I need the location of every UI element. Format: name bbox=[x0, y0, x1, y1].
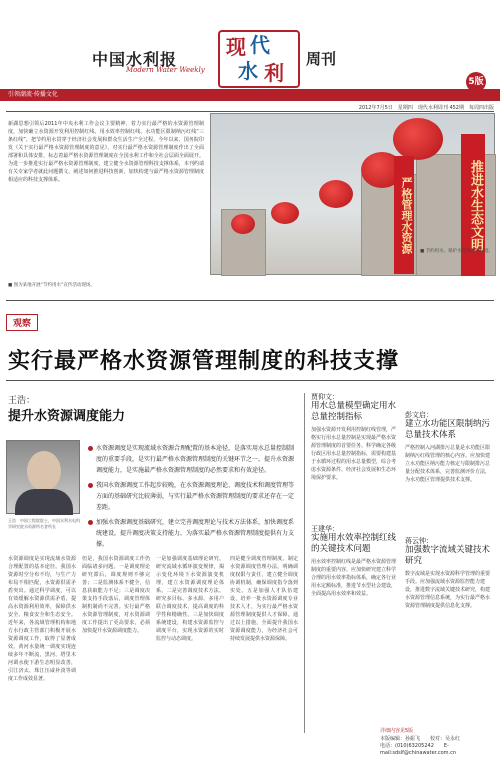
key-points bbox=[88, 443, 298, 554]
divider bbox=[6, 300, 494, 301]
page-number-badge: 5版 bbox=[466, 72, 486, 92]
modern-water-logo bbox=[218, 30, 300, 88]
sidebar-article bbox=[405, 537, 493, 610]
portrait-face bbox=[27, 451, 61, 491]
author-portrait bbox=[6, 440, 80, 514]
logo-char: 利 bbox=[264, 61, 284, 85]
key-point: 水资源调度是实现流域水资源合理配置的基本途径，是落实用水总量控制制度的重要手段，是实行最严格水资源管理制度的关键环节之一。提升水资源调度能力，是实施最严格水资源管理制度的必然要求和有效途径。 bbox=[88, 443, 298, 476]
masthead-title: 中国水利报 bbox=[92, 50, 178, 69]
portrait-caption: 王浩 中国工程院院士，中国水利水电科学研究院水资源所名誉所长 bbox=[8, 518, 80, 529]
sidebar-author: 蒋云钟： bbox=[405, 537, 433, 545]
sidebar-article bbox=[405, 411, 493, 484]
sidebar-title: 建立水功能区限制纳污总量技术体系 bbox=[405, 419, 491, 440]
lantern bbox=[271, 202, 299, 224]
article-subtitle: 提升水资源调度能力 bbox=[8, 409, 126, 424]
article-column: 但是，我国水资源调度工作仍面临诸多问题。一是调度理论研究滞后，调度规则不够完善；二是监测体系不健全，信息获取能力不足；三是调度决策支持手段落后，调度管理体制机制尚不完善。实行最严格水资源管理制度，对水资源调度工作提出了更高要求，必须加快提升水资源调度能力。 bbox=[82, 556, 150, 634]
lantern bbox=[319, 180, 353, 208]
sidebar-author: 王建华： bbox=[311, 525, 339, 533]
lantern bbox=[231, 214, 255, 234]
editor-line bbox=[380, 736, 500, 757]
article-author: 王浩： bbox=[8, 396, 36, 406]
dateline: 2012年7月5日 星期四 现代水利周刊 452期 每周四出版 bbox=[358, 105, 494, 111]
portrait-jacket bbox=[15, 489, 73, 515]
lantern bbox=[393, 118, 443, 160]
vertical-banner: 推进水生态文明 bbox=[461, 134, 485, 276]
page-headline: 实行最严格水资源管理制度的科技支撑 bbox=[8, 348, 400, 374]
divider bbox=[6, 380, 494, 381]
sidebar-column bbox=[304, 393, 494, 733]
sidebar-body: 用水效率控制红线是最严格水资源管理制度的重要内容。应加快研究建立科学合理的用水效率指标体系，确定各行业用水定额标准，推进节水型社会建设，全面提高用水效率和效益。 bbox=[311, 559, 397, 597]
sidebar-body: 加强水资源开发利用控制红线管理，严格实行用水总量控制是实现最严格水资源管理制度的首要任务。科学确定各级行政区用水总量控制指标，需要构建基于水循环过程的用水总量模型，综合考虑水资源条件、经济社会发展和生态环境保护要求。 bbox=[311, 427, 397, 481]
header-red-bar bbox=[0, 89, 500, 101]
article-column: 一是加强调度基础理论研究。研究流域水循环演变规律，揭示变化环境下水资源演变机理，建立水资源调度理论体系。二是完善调度技术方法。研究多目标、多水源、多用户联合调度技术，提高调度的科学性和精确性。三是加快调度系统建设，构建水资源监控与调度平台，实现水资源的实时监控与动态调度。 bbox=[156, 556, 224, 642]
article-column: 四是健全调度管理制度。制定水资源调度管理办法，明确调度权限与责任，建立健全调度协调机制，确保调度指令落到实处。五是加强人才队伍建设，培养一批水资源调度专业技术人才，为实行最严格水资源管理制度提供人才保障。通过以上措施，全面提升我国水资源调度能力，为经济社会可持续发展提供水资源保障。 bbox=[230, 556, 298, 642]
sidebar-author: 贾仰文： bbox=[311, 393, 339, 401]
sidebar-author: 彭文启： bbox=[405, 411, 433, 419]
section-tag: 观察 bbox=[6, 314, 38, 331]
sidebar-title: 用水总量模型确定用水总量控制指标 bbox=[311, 401, 397, 422]
logo-char: 代 bbox=[250, 33, 270, 57]
key-point: 我国水资源调度工作起步较晚，在水资源调度理论、调度技术和调度管理等方面的基础研究比较薄弱，与实行最严格水资源管理制度的要求还存在一定差距。 bbox=[88, 480, 298, 513]
key-point: 加强水资源调度基础研究，建立完善调度理论与技术方法体系，加快调度系统建设，提升调度决策支持能力，为落实最严格水资源管理制度提供有力支撑。 bbox=[88, 517, 298, 550]
divider bbox=[6, 111, 494, 112]
sidebar-title: 实施用水效率控制红线的关键技术问题 bbox=[311, 533, 397, 554]
article-column: 水资源调度是实现流域水资源合理配置的基本途径。我国水资源时空分布不均，与生产力布局不相匹配，水资源供需矛盾突出。通过科学调度，可以有效缓解水资源供需矛盾，提高水资源利用效率，保障供水安全、粮食安全和生态安全。近年来，各流域管理机构和地方水行政主管部门积极开展水资源调度工作，取得了显著成效。黄河水量统一调度实现连续多年不断流，黑河、塔里木河调水使下游生态明显改善，引江济太、珠江压咸补淡等调度工作成效显著。 bbox=[8, 556, 76, 682]
editor-credit: 本版编辑：孙振飞 校对：吴永红 bbox=[380, 736, 461, 742]
contact-line: 电话：(010)63205242 E-mail:sdslf@chinawater.com.cn bbox=[380, 743, 457, 756]
sidebar-body: 数字流域是实现水资源科学管理的重要手段。应加强流域水资源监控能力建设，推进数字流域关键技术研究，构建水资源管理信息系统，为实行最严格水资源管理制度提供信息化支撑。 bbox=[405, 571, 491, 609]
sidebar-body: 严格控制入河湖排污总量是水功能区限制纳污红线管理的核心内容。应加快建立水功能区纳污能力核定与限制排污总量分配技术体系，完善监测评价方法，为水功能区管理提供技术支撑。 bbox=[405, 445, 491, 483]
sidebar-article bbox=[311, 525, 399, 598]
vertical-banner: 严格管理水资源 bbox=[394, 156, 414, 274]
intro-paragraph: 新湖思想引领后2011年中央水利工作会议主要精神，着力实行最严格的水资源管理制度，加快确立水资源开发利用控制红线、用水效率控制红线、水功能区限制纳污红线“三条红线”，把节约用水贯穿于经济社会发展和群众生活生产全过程。今年以来，国务院印发《关于实行最严格水资源管理制度的意见》，对实行最严格水资源管理制度作出了全面部署和具体安排，标志着最严格水资源管理制度在全国水利工作和全社会层面全面展开。为进一步推进实行最严格水资源管理制度，建立健全水资源管理科技支撑体系，本刊约请有关专家学者就此问题撰文，阐述如何推进科技创新，加快构建与最严格水资源管理制度相适应的科技支撑体系。 bbox=[8, 121, 204, 183]
sidebar-title: 加强数字流域关键技术研究 bbox=[405, 545, 491, 566]
weekly-label: 周刊 bbox=[306, 50, 337, 68]
photo-caption: ■ 图为某地开展“节约用水”宣传活动现场。 bbox=[8, 283, 95, 288]
logo-char: 水 bbox=[238, 59, 258, 83]
photo-caption-secondary: ■ 节约用水、保护水资源宣传标语。 bbox=[420, 249, 494, 254]
header-ribbon-text: 引领潮流·传播文化 bbox=[8, 91, 58, 98]
sidebar-article bbox=[311, 393, 399, 482]
masthead-english: Modern Water Weekly bbox=[126, 66, 205, 74]
logo-char: 现 bbox=[226, 35, 246, 59]
continued-note: 详细内容见5版 bbox=[380, 728, 414, 734]
